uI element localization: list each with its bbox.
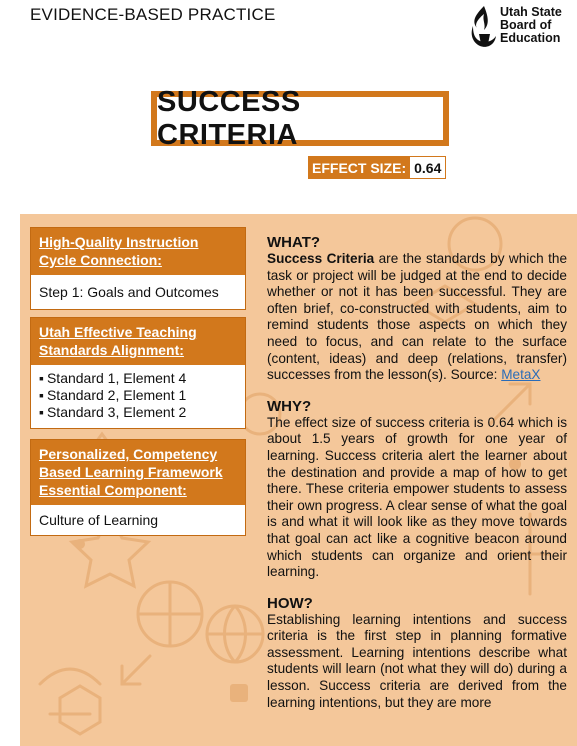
page-title-frame — [151, 85, 449, 151]
framework-component-heading[interactable]: Personalized, Competency Based Learning Framework Essential Component: — [31, 440, 245, 505]
standards-alignment-heading[interactable]: Utah Effective Teaching Standards Alignment: — [31, 318, 245, 365]
what-term: Success Criteria — [267, 251, 375, 266]
logo-wordmark — [500, 6, 562, 45]
content-panel — [20, 214, 577, 746]
standards-list-item: ▪ Standard 1, Element 4 — [39, 370, 237, 387]
standards-alignment-card — [30, 317, 246, 429]
page-title: SUCCESS CRITERIA — [157, 97, 443, 140]
metax-source-link[interactable]: MetaX — [501, 367, 541, 383]
usbe-logo — [468, 4, 573, 52]
standards-alignment-body — [31, 365, 245, 428]
why-paragraph: The effect size of success criteria is 0.64 which is about 1.5 years of growth for one year of learning. Success criteria alert the learner about the destination and provide a map of how to get there. These criteria empower students to assess their own progress. A clear sense of what the goal is and what it will look like as they move towards that goal can act like a cognitive beacon around which students can organize and orient their learning. — [267, 414, 567, 580]
what-text: are the standards by which the task or project will be judged at the end to decide whether or not it has been successful. They are often brief, co-constructed with students, aim to remind students those aspects on which they need to focus, and can relate to the surface (content, ideas) and deep (relations, transfer) successes from the lesson(s). Source: — [267, 251, 567, 383]
effect-size-label: EFFECT SIZE: — [308, 156, 409, 179]
why-heading: WHY? — [267, 397, 312, 415]
how-paragraph: Establishing learning intentions and success criteria is the first step in planning formative assessment. Learning intentions describe what students will learn (not what they will do) during a lesson. Success criteria are derived from the learning intentions, but they are more — [267, 611, 567, 710]
effect-size-value: 0.64 — [409, 156, 446, 179]
what-paragraph — [267, 251, 567, 384]
logo-line-2: Board of — [500, 18, 552, 32]
framework-component-body: Culture of Learning — [39, 512, 159, 528]
logo-line-1: Utah State — [500, 5, 562, 19]
cycle-connection-body: Step 1: Goals and Outcomes — [39, 284, 219, 300]
cycle-connection-card — [30, 227, 246, 310]
effect-size-badge — [308, 156, 446, 179]
framework-component-card — [30, 439, 246, 536]
standards-list-item: ▪ Standard 2, Element 1 — [39, 387, 237, 404]
logo-line-3: Education — [500, 31, 561, 45]
document-category-label: EVIDENCE-BASED PRACTICE — [30, 5, 276, 24]
main-content-column — [267, 234, 567, 711]
how-heading: HOW? — [267, 594, 313, 612]
what-heading: WHAT? — [267, 234, 321, 251]
standards-list-item: ▪ Standard 3, Element 2 — [39, 404, 237, 421]
flame-torch-icon — [468, 4, 498, 50]
cycle-connection-heading[interactable]: High-Quality Instruction Cycle Connection: — [31, 228, 245, 275]
